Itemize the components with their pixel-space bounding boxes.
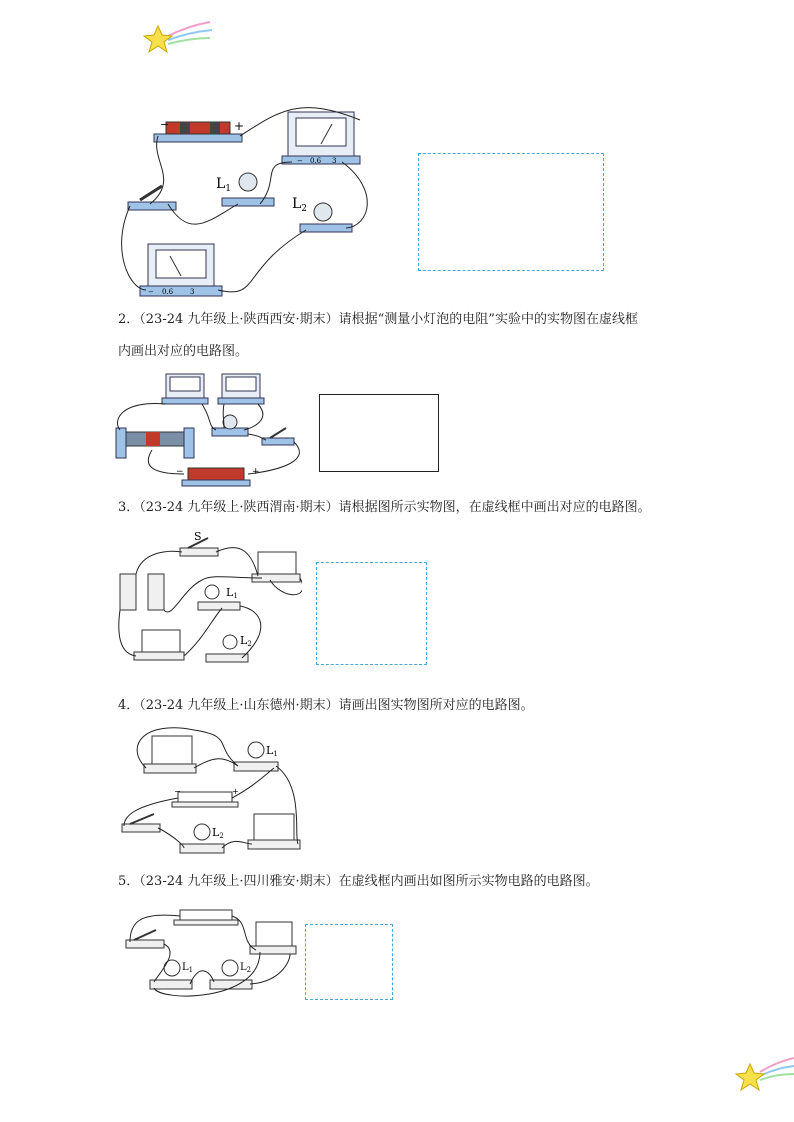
svg-text:L1: $L_1$ xyxy=(216,176,232,194)
svg-text:−: − xyxy=(148,288,154,296)
svg-text:L1: $L_1$ xyxy=(182,962,194,974)
svg-text:+: + xyxy=(232,787,239,796)
svg-text:0.6: 0.6 xyxy=(310,157,322,165)
svg-text:0.6: 0.6 xyxy=(162,288,174,296)
svg-text:−: − xyxy=(176,467,184,477)
svg-text:L1: L1 xyxy=(226,586,238,600)
shooting-star-icon-top xyxy=(138,18,218,60)
answer-box-2[interactable] xyxy=(319,394,439,472)
circuit-diagram-2 xyxy=(112,370,302,490)
svg-text:L2: $L_2$ xyxy=(240,962,252,974)
circuit-diagram-4 xyxy=(114,726,304,860)
svg-text:−: − xyxy=(160,118,170,131)
svg-text:+: + xyxy=(234,119,245,133)
answer-box-1[interactable] xyxy=(418,153,604,271)
circuit-diagram-3 xyxy=(112,530,302,670)
question-2-text-line2: 内画出对应的电路图。 xyxy=(118,344,249,359)
circuit-diagram-5 xyxy=(120,902,300,1002)
svg-text:3: 3 xyxy=(190,288,195,296)
svg-text:L2: L2 xyxy=(240,634,252,648)
svg-text:+: + xyxy=(252,467,260,477)
answer-box-5[interactable] xyxy=(305,924,393,1000)
svg-text:3: 3 xyxy=(332,157,337,165)
question-2-text: 2．（23-24 九年级上·陕西西安·期末）请根据“测量小灯泡的电阻”实验中的实物图在虚线框 xyxy=(118,312,638,327)
svg-text:L2: L2 xyxy=(212,826,224,840)
shooting-star-icon-bottom xyxy=(730,1052,794,1098)
svg-text:−: − xyxy=(297,157,303,165)
question-4-text: 4．（23-24 九年级上·山东德州·期末）请画出图实物图所对应的电路图。 xyxy=(118,698,534,713)
question-5-text: 5．（23-24 九年级上·四川雅安·期末）在虚线框内画出如图所示实物电路的电路图。 xyxy=(118,874,599,889)
svg-text:S: S xyxy=(194,530,202,543)
svg-text:L1: L1 xyxy=(266,744,278,758)
question-3-text: 3．（23-24 九年级上·陕西渭南·期末）请根据图所示实物图，在虚线框中画出对应的电路图。 xyxy=(118,500,651,515)
svg-text:L2: $L_2$ xyxy=(292,196,308,214)
circuit-diagram-1 xyxy=(110,100,370,300)
answer-box-3[interactable] xyxy=(316,562,427,665)
svg-text:−: − xyxy=(174,787,181,796)
